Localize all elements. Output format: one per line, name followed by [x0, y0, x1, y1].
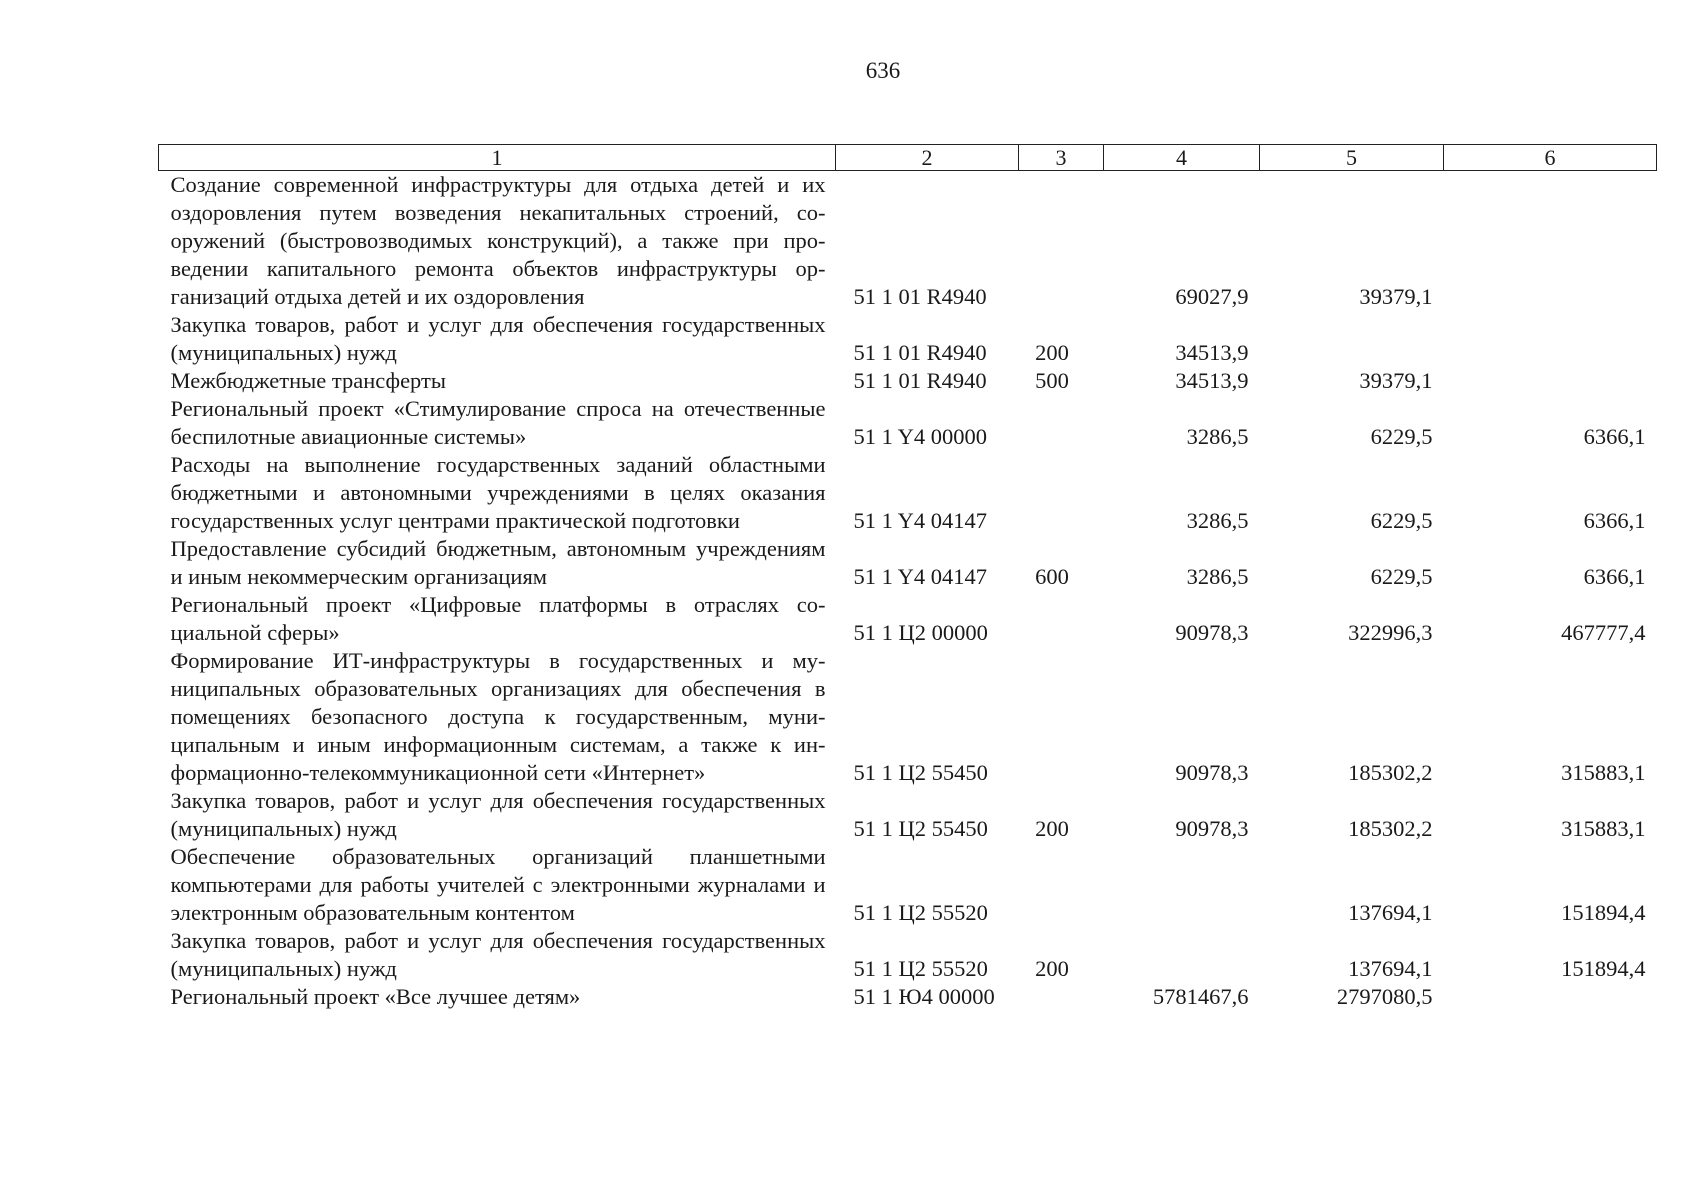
table-row [159, 311, 1657, 367]
row-name-cell: Региональный проект «Цифровые платформы в отраслях социальной сферы» [170, 592, 826, 645]
header-cell-4: 4 [1104, 145, 1260, 171]
row-value-col5: 185302,2 [1348, 816, 1433, 841]
table-row [159, 451, 1657, 535]
row-value-col6 [1444, 367, 1657, 395]
row-code-cell: 51 1 01 R4940 [853, 284, 987, 309]
row-name-cell: Предоставление субсидий бюджетным, автономным учреждениям и иным некоммерческим организациям [170, 536, 826, 589]
row-value-col4: 34513,9 [1175, 340, 1249, 365]
row-value-col6: 315883,1 [1561, 760, 1646, 785]
row-name-cell: Расходы на выполнение государственных заданий областными бюджетными и автономными учреждениями в целях оказания государственных услуг центрами практической подготовки [170, 452, 826, 533]
row-code-cell: 51 1 Ц2 55450 [853, 816, 988, 841]
row-name-cell: Закупка товаров, работ и услуг для обеспечения государственных (муниципальных) нужд [170, 928, 826, 981]
page-number: 636 [865, 58, 901, 83]
row-name-cell: Региональный проект «Все лучшее детям» [170, 984, 581, 1009]
row-code-cell: 51 1 01 R4940 [853, 340, 987, 365]
table-row [159, 927, 1657, 983]
row-value-col5: 185302,2 [1348, 760, 1433, 785]
table-row [159, 591, 1657, 647]
row-value-col5: 322996,3 [1348, 620, 1433, 645]
row-expense-type-cell: 200 [1035, 956, 1069, 981]
table-row [159, 395, 1657, 451]
row-value-col6: 315883,1 [1561, 816, 1646, 841]
budget-table [158, 144, 1657, 1011]
header-row [159, 145, 1657, 171]
row-name-cell: Формирование ИТ-инфраструктуры в государственных и муниципальных образовательных организациях для обеспечения в помещениях безопасного доступа к государственным, муниципальным и иным информационным системам, а также к информационно-телекоммуникационной сети «Интернет» [170, 648, 826, 785]
row-value-col5: 6229,5 [1370, 564, 1433, 589]
header-cell-6: 6 [1444, 145, 1657, 171]
row-value-col4: 3286,5 [1186, 424, 1249, 449]
row-expense-type-cell: 600 [1035, 564, 1069, 589]
row-code-cell: 51 1 Y4 00000 [853, 424, 988, 449]
row-value-col6 [1444, 311, 1657, 367]
row-value-col6: 6366,1 [1583, 508, 1646, 533]
row-value-col5: 6229,5 [1370, 508, 1433, 533]
row-name-cell: Создание современной инфраструктуры для отдыха детей и их оздоровления путем возведения некапитальных строений, сооружений (быстровозводимых конструкций), а также при проведении капитального ремонта объектов инфраструктуры организаций отдыха детей и их оздоровления [170, 172, 826, 309]
row-value-col4: 90978,3 [1175, 816, 1249, 841]
row-expense-type-cell [1019, 647, 1104, 787]
row-value-col6 [1444, 171, 1657, 312]
row-expense-type-cell: 200 [1035, 340, 1069, 365]
row-expense-type-cell [1019, 591, 1104, 647]
header-cell-1: 1 [159, 145, 836, 171]
row-value-col5: 6229,5 [1370, 424, 1433, 449]
row-expense-type-cell: 200 [1035, 816, 1069, 841]
table-row [159, 535, 1657, 591]
row-value-col4 [1104, 927, 1260, 983]
row-name-cell: Закупка товаров, работ и услуг для обеспечения государственных (муниципальных) нужд [170, 788, 826, 841]
header-cell-3: 3 [1019, 145, 1104, 171]
row-expense-type-cell [1019, 983, 1104, 1011]
row-value-col6: 6366,1 [1583, 424, 1646, 449]
table-row [159, 787, 1657, 843]
row-value-col5: 2797080,5 [1336, 984, 1433, 1009]
table-row [159, 171, 1657, 312]
row-value-col4: 90978,3 [1175, 760, 1249, 785]
row-expense-type-cell [1019, 451, 1104, 535]
row-value-col4: 3286,5 [1186, 564, 1249, 589]
row-name-cell: Межбюджетные трансферты [170, 368, 446, 393]
row-code-cell: 51 1 Ц2 00000 [853, 620, 988, 645]
row-value-col6: 6366,1 [1583, 564, 1646, 589]
row-value-col4: 90978,3 [1175, 620, 1249, 645]
table-header [159, 145, 1657, 171]
row-expense-type-cell: 500 [1035, 368, 1069, 393]
table-body [159, 171, 1657, 1012]
row-expense-type-cell [1019, 843, 1104, 927]
row-value-col6 [1444, 983, 1657, 1011]
table-row [159, 367, 1657, 395]
row-name-cell: Обеспечение образовательных организаций планшетными компьютерами для работы учителей с электронными журналами и электронным образовательным контентом [170, 844, 826, 925]
header-cell-2: 2 [836, 145, 1019, 171]
row-value-col5: 39379,1 [1359, 368, 1433, 393]
row-name-cell: Региональный проект «Стимулирование спроса на отечественные беспилотные авиационные системы» [170, 396, 826, 449]
row-expense-type-cell [1019, 395, 1104, 451]
row-value-col4: 3286,5 [1186, 508, 1249, 533]
row-code-cell: 51 1 Ц2 55520 [853, 956, 988, 981]
row-value-col5: 39379,1 [1359, 284, 1433, 309]
table-row [159, 983, 1657, 1011]
row-value-col5: 137694,1 [1348, 956, 1433, 981]
row-name-cell: Закупка товаров, работ и услуг для обеспечения государственных (муниципальных) нужд [170, 312, 826, 365]
table-row [159, 843, 1657, 927]
row-code-cell: 51 1 Ц2 55450 [853, 760, 988, 785]
row-code-cell: 51 1 01 R4940 [853, 368, 987, 393]
row-code-cell: 51 1 Ц2 55520 [853, 900, 988, 925]
row-value-col4: 69027,9 [1175, 284, 1249, 309]
header-cell-5: 5 [1260, 145, 1444, 171]
row-value-col5: 137694,1 [1348, 900, 1433, 925]
row-code-cell: 51 1 Ю4 00000 [853, 984, 995, 1009]
row-expense-type-cell [1019, 171, 1104, 312]
row-value-col4: 5781467,6 [1152, 984, 1249, 1009]
table-row [159, 647, 1657, 787]
row-value-col4: 34513,9 [1175, 368, 1249, 393]
row-value-col6: 151894,4 [1561, 956, 1646, 981]
budget-table-container [158, 144, 1656, 1011]
row-code-cell: 51 1 Y4 04147 [853, 564, 988, 589]
row-value-col6: 467777,4 [1561, 620, 1646, 645]
row-value-col6: 151894,4 [1561, 900, 1646, 925]
row-value-col5 [1260, 311, 1444, 367]
row-value-col4 [1104, 843, 1260, 927]
row-code-cell: 51 1 Y4 04147 [853, 508, 988, 533]
